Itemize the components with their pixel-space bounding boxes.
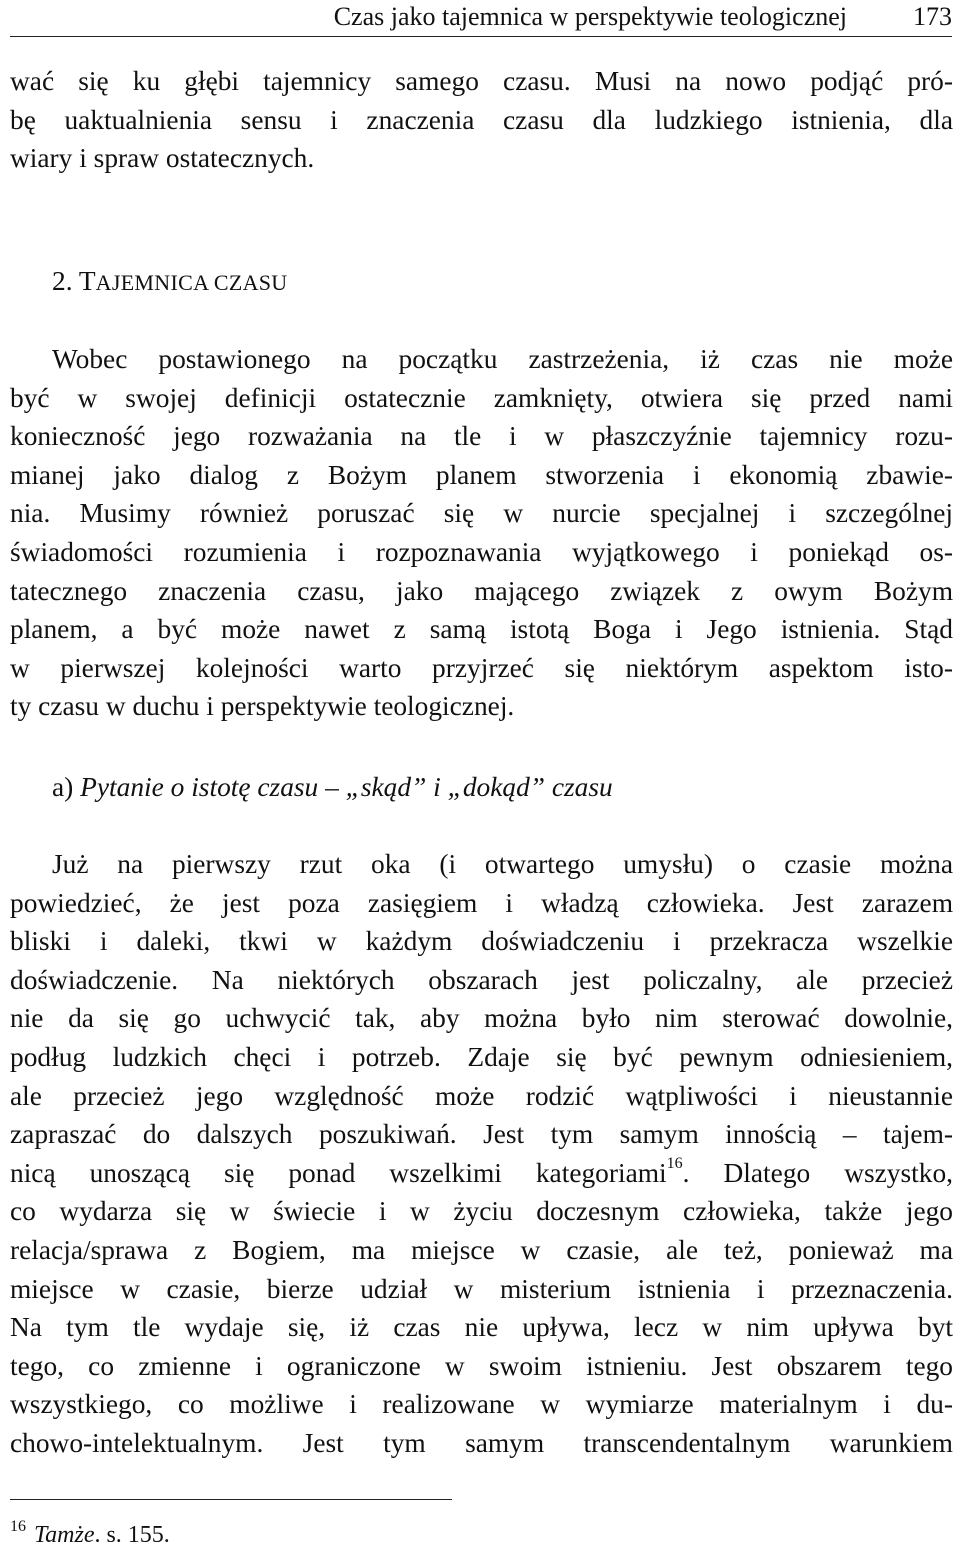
text-line: co wydarza się w świecie i w życiu doczesnym człowieka, także jego (10, 1196, 953, 1227)
text-line: ty czasu w duchu i perspektywie teologicznej. (10, 691, 515, 722)
text-line: wiary i spraw ostatecznych. (10, 143, 315, 174)
text-line: Wobec postawionego na początku zastrzeżenia, iż czas nie może (52, 344, 953, 374)
text-line: Na tym tle wydaje się, iż czas nie upływa, lecz w nim upływa byt (10, 1312, 953, 1343)
subsection-heading (52, 768, 613, 806)
text-segment: nicą unoszącą się ponad wszelkimi kategoriami (10, 1157, 667, 1188)
section-number: 2. (52, 266, 73, 296)
footnote-reference[interactable]: 16 (666, 1154, 683, 1172)
footnote (10, 1513, 170, 1551)
text-line: relacja/sprawa z Bogiem, ma miejsce w czasie, ale też, ponieważ ma (10, 1234, 953, 1265)
section-title-rest: AJEMNICA CZASU (95, 270, 288, 295)
text-line: podług ludzkich chęci i potrzeb. Zdaje się być pewnym odniesieniem, (10, 1041, 953, 1072)
paragraph-continued (10, 62, 953, 178)
footnote-source: Tamże (34, 1522, 95, 1548)
text-line: bliski i daleki, tkwi w każdym doświadczeniu i przekracza wszelkie (10, 926, 953, 957)
section-title (79, 266, 288, 296)
text-line: tego, co zmienne i ograniczone w swoim istnieniu. Jest obszarem tego (10, 1350, 953, 1381)
footnote-text: . s. 155. (94, 1522, 170, 1548)
footnote-number: 16 (10, 1518, 26, 1535)
subsection-label: a) (52, 772, 74, 802)
page-number: 173 (913, 2, 952, 31)
text-line: świadomości rozumienia i rozpoznawania wyjątkowego i poniekąd os- (10, 536, 953, 567)
paragraph-wobec (10, 340, 953, 726)
text-line: chowo-intelektualnym. Jest tym samym transcendentalnym warunkiem (10, 1427, 953, 1458)
footnote-divider (10, 1499, 452, 1500)
text-line: planem, a być może nawet z samą istotą Boga i Jego istnienia. Stąd (10, 614, 953, 645)
text-line-with-footnote-ref (10, 1154, 953, 1193)
text-line: być w swojej definicji ostatecznie zamknięty, otwiera się przed nami (10, 382, 953, 413)
text-line: powiedzieć, że jest poza zasięgiem i władzą człowieka. Jest zarazem (10, 887, 953, 918)
text-line: nie da się go uchwycić tak, aby można było nim sterować dowolnie, (10, 1003, 953, 1034)
text-line: zapraszać do dalszych poszukiwań. Jest tym samym innością – tajem- (10, 1119, 953, 1150)
running-head-title: Czas jako tajemnica w perspektywie teologicznej (333, 2, 847, 31)
paragraph-juz (10, 845, 953, 1463)
section-heading (52, 262, 287, 302)
text-line: ale przecież jego względność może rodzić wątpliwości i nieustannie (10, 1080, 953, 1111)
section-title-initial: T (78, 266, 96, 296)
text-line: wać się ku głębi tajemnicy samego czasu. Musi na nowo podjąć pró- (10, 66, 953, 96)
text-line: nia. Musimy również poruszać się w nurcie specjalnej i szczególnej (10, 498, 953, 529)
text-line: wszystkiego, co możliwe i realizowane w wymiarze materialnym i du- (10, 1389, 953, 1420)
text-segment: . Dlatego wszystko, (682, 1157, 953, 1188)
text-line: konieczność jego rozważania na tle i w płaszczyźnie tajemnicy rozu- (10, 421, 953, 452)
text-line: miejsce w czasie, bierze udział w misterium istnienia i przeznaczenia. (10, 1273, 953, 1304)
text-line: w pierwszej kolejności warto przyjrzeć się niektórym aspektom isto- (10, 652, 953, 683)
text-line: mianej jako dialog z Bożym planem stworzenia i ekonomią zbawie- (10, 459, 953, 490)
subsection-title: Pytanie o istotę czasu – „skąd” i „dokąd” czasu (80, 772, 613, 802)
text-line: Już na pierwszy rzut oka (i otwartego umysłu) o czasie można (52, 849, 953, 879)
text-line: doświadczenie. Na niektórych obszarach jest policzalny, ale przecież (10, 964, 953, 995)
text-line: bę uaktualnienia sensu i znaczenia czasu dla ludzkiego istnienia, dla (10, 104, 953, 135)
running-head (10, 0, 952, 37)
text-line: tatecznego znaczenia czasu, jako mającego związek z owym Bożym (10, 575, 953, 606)
